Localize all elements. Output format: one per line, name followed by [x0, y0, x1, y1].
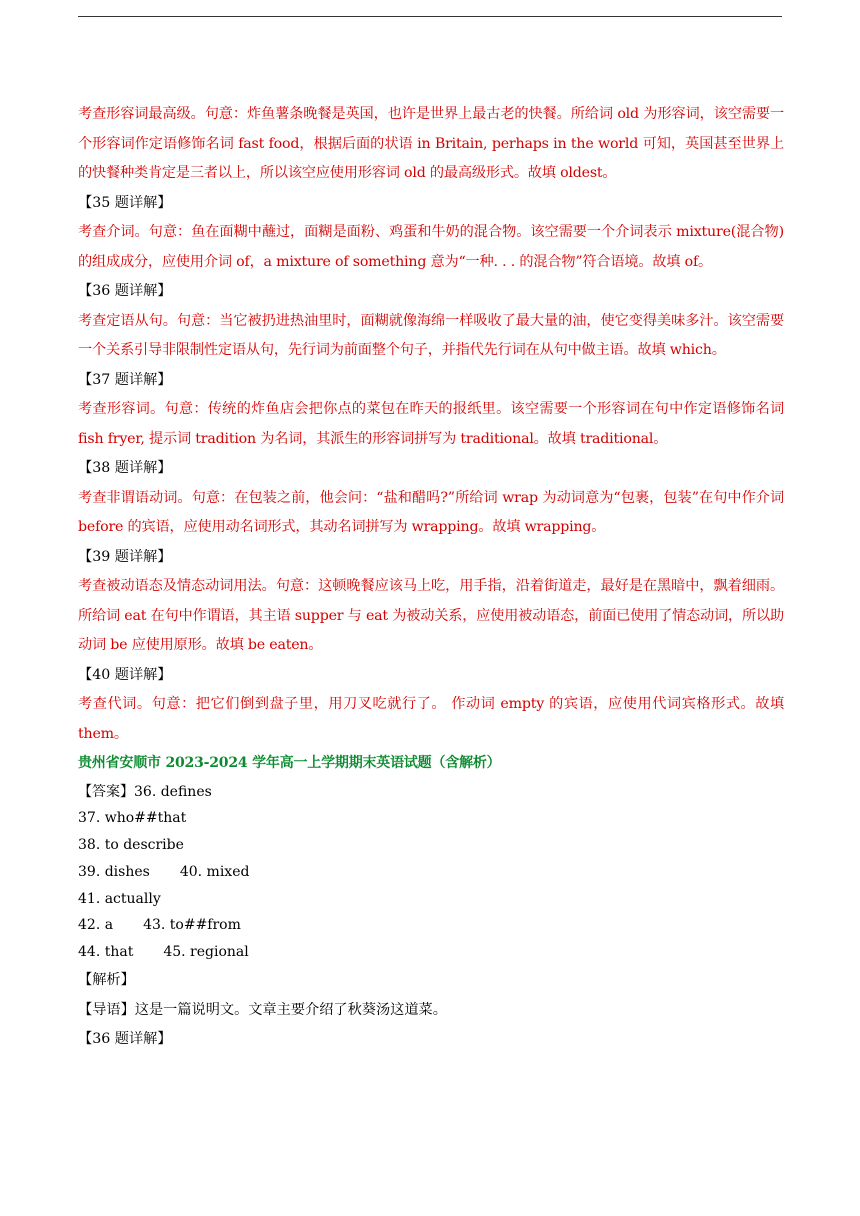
explanation-36: 考查定语从句。句意：当它被扔进热油里时，面糊就像海绵一样吸收了最大量的油，使它变得美味多汁。该空需要一个关系引导非限制性定语从句，先行词为前面整个句子，并指代先行词在从句中做主语。故填 which。 [78, 312, 784, 358]
answer-label: 【答案】 [78, 783, 134, 800]
heading-40: 【40 题详解】 [78, 666, 172, 683]
answer-row-4 [78, 859, 784, 886]
answer-44: 44. that [78, 944, 134, 961]
explanation-34: 考查形容词最高级。句意：炸鱼薯条晚餐是英国，也许是世界上最古老的快餐。所给词 old 为形容词，该空需要一个形容词作定语修饰名词 fast food，根据后面的状语 in Britain, perhaps in the world 可知，英国甚至世界上的快餐种类肯定是三者以上，所以该空应使用形容词 old 的最高级形式。故填 oldest。 [78, 106, 784, 181]
heading-37: 【37 题详解】 [78, 371, 172, 388]
heading-38: 【38 题详解】 [78, 460, 172, 476]
heading-36: 【36 题详解】 [78, 283, 172, 299]
answer-37: 37. who##that [78, 810, 187, 827]
explanation-35: 考查介词。句意：鱼在面糊中蘸过，面糊是面粉、鸡蛋和牛奶的混合物。该空需要一个介词表示 mixture(混合物)的组成成分，应使用介词 of，a mixture of something 意为“一种. . . 的混合物”符合语境。故填 of。 [78, 224, 784, 270]
answer-row-1 [78, 779, 784, 806]
answer-row-6 [78, 912, 784, 939]
analysis-label: 【解析】 [78, 972, 135, 989]
answer-39: 39. dishes [78, 863, 150, 880]
answer-40: 40. mixed [179, 863, 250, 880]
explanation-38: 考查非谓语动词。句意：在包装之前，他会问：“盐和醋吗?”所给词 wrap 为动词意为“包裹，包装”在句中作介词 before 的宾语，应使用动名词形式，其动名词拼写为 wrapping。故填 wrapping。 [78, 489, 784, 535]
heading-35: 【35 题详解】 [78, 194, 172, 211]
answer-38: 38. to describe [78, 837, 184, 854]
answer-45: 45. regional [163, 944, 249, 961]
answer-row-3 [78, 832, 784, 859]
explanation-39: 考查被动语态及情态动词用法。句意：这顿晚餐应该马上吃，用手指，沿着街道走，最好是在黑暗中，飘着细雨。所给词 eat 在句中作谓语，其主语 supper 与 eat 为被动关系，应使用被动语态，前面已使用了情态动词，所以助动词 be 应使用原形。故填 be eaten。 [78, 578, 784, 653]
section-title: 贵州省安顺市 2023-2024 学年高一上学期期末英语试题（含解析） [78, 755, 501, 771]
answer-row-2 [78, 805, 784, 832]
answer-row-7 [78, 939, 784, 966]
intro-text: 【导语】这是一篇说明文。文章主要介绍了秋葵汤这道菜。 [78, 1001, 447, 1018]
explanation-40: 考查代词。句意：把它们倒到盘子里，用刀叉吃就行了。 作动词 empty 的宾语，应使用代词宾格形式。故填 them。 [78, 696, 784, 742]
answer-row-5 [78, 886, 784, 913]
explanation-37: 考查形容词。句意：传统的炸鱼店会把你点的菜包在昨天的报纸里。该空需要一个形容词在句中作定语修饰名词 fish fryer, 提示词 tradition 为名词，其派生的形容词拼写为 traditional。故填 traditional。 [78, 401, 784, 447]
answer-36: 36. defines [134, 783, 212, 800]
document-body [78, 100, 784, 1055]
answer-43: 43. to##from [143, 917, 241, 934]
answer-41: 41. actually [78, 890, 161, 907]
header-rule [78, 16, 782, 17]
heading-39: 【39 题详解】 [78, 548, 172, 565]
heading-36-new: 【36 题详解】 [78, 1031, 172, 1048]
answer-42: 42. a [78, 917, 114, 934]
